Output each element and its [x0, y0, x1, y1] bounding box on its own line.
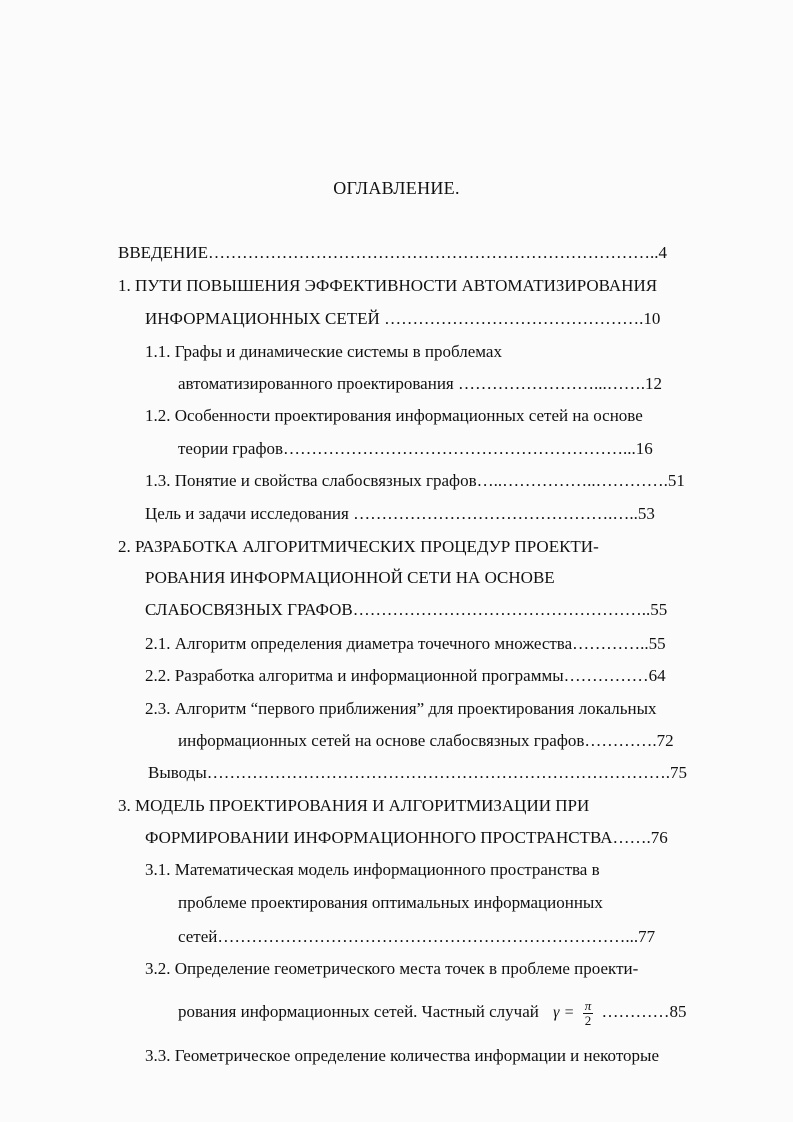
page-title: ОГЛАВЛЕНИЕ. [333, 178, 460, 198]
toc-section-1-2-line-2: теории графов……………………………………………………...16 [178, 439, 653, 458]
toc-chapter-2-line-2: РОВАНИЯ ИНФОРМАЦИОННОЙ СЕТИ НА ОСНОВЕ [145, 568, 555, 587]
toc-chapter-2-line-1: 2. РАЗРАБОТКА АЛГОРИТМИЧЕСКИХ ПРОЦЕДУР ПРОЕКТИ- [118, 537, 599, 556]
toc-section-2-2: 2.2. Разработка алгоритма и информационной программы……………64 [145, 666, 666, 685]
toc-section-3-2-text: рования информационных сетей. Частный случай [178, 1002, 539, 1021]
formula-page-number: …………85 [601, 1002, 687, 1021]
formula-gamma: γ [553, 1004, 560, 1021]
toc-section-3-1-line-1: 3.1. Математическая модель информационного пространства в [145, 860, 600, 879]
toc-section-3-2-line-2 [178, 995, 723, 1029]
toc-section-2-3-line-2: информационных сетей на основе слабосвязных графов………….72 [178, 731, 674, 750]
toc-section-3-2-line-1: 3.2. Определение геометрического места точек в проблеме проекти- [145, 959, 639, 978]
toc-entry-introduction: ВВЕДЕНИЕ……………………………………………………………………..4 [118, 243, 667, 262]
toc-entry-goals: Цель и задачи исследования ……………………………………….…..53 [145, 504, 655, 523]
formula-numerator: π [584, 997, 592, 1013]
toc-section-1-2-line-1: 1.2. Особенности проектирования информационных сетей на основе [145, 406, 643, 425]
formula-fraction [583, 999, 594, 1028]
toc-chapter-1-line-1: 1. ПУТИ ПОВЫШЕНИЯ ЭФФЕКТИВНОСТИ АВТОМАТИЗИРОВАНИЯ [118, 276, 658, 295]
toc-section-3-1-line-2: проблеме проектирования оптимальных информационных [178, 893, 603, 912]
toc-chapter-1-line-2: ИНФОРМАЦИОННЫХ СЕТЕЙ ……………………………………….10 [145, 309, 661, 328]
formula-denominator: 2 [584, 1012, 592, 1028]
toc-section-3-1-line-3: сетей………………………………………………………………...77 [178, 927, 656, 946]
toc-section-1-3: 1.3. Понятие и свойства слабосвязных графов…..……………..………….51 [145, 471, 685, 490]
toc-section-1-1-line-2: автоматизированного проектирования ……………………...…….12 [178, 374, 662, 393]
toc-section-2-3-line-1: 2.3. Алгоритм “первого приближения” для проектирования локальных [145, 699, 657, 718]
formula-equals: = [563, 1004, 575, 1021]
toc-chapter-2-line-3: СЛАБОСВЯЗНЫХ ГРАФОВ……………………………………………..55 [145, 600, 668, 619]
toc-section-3-3-line-1: 3.3. Геометрическое определение количества информации и некоторые [145, 1046, 660, 1065]
toc-section-2-1: 2.1. Алгоритм определения диаметра точечного множества…………..55 [145, 634, 666, 653]
toc-chapter-3-line-2: ФОРМИРОВАНИИ ИНФОРМАЦИОННОГО ПРОСТРАНСТВА…….76 [145, 828, 668, 847]
toc-entry-conclusions: Выводы……………………………………………………………………….75 [148, 763, 688, 782]
toc-chapter-3-line-1: 3. МОДЕЛЬ ПРОЕКТИРОВАНИЯ И АЛГОРИТМИЗАЦИИ ПРИ [118, 796, 590, 815]
toc-section-1-1-line-1: 1.1. Графы и динамические системы в проблемах [145, 342, 502, 361]
